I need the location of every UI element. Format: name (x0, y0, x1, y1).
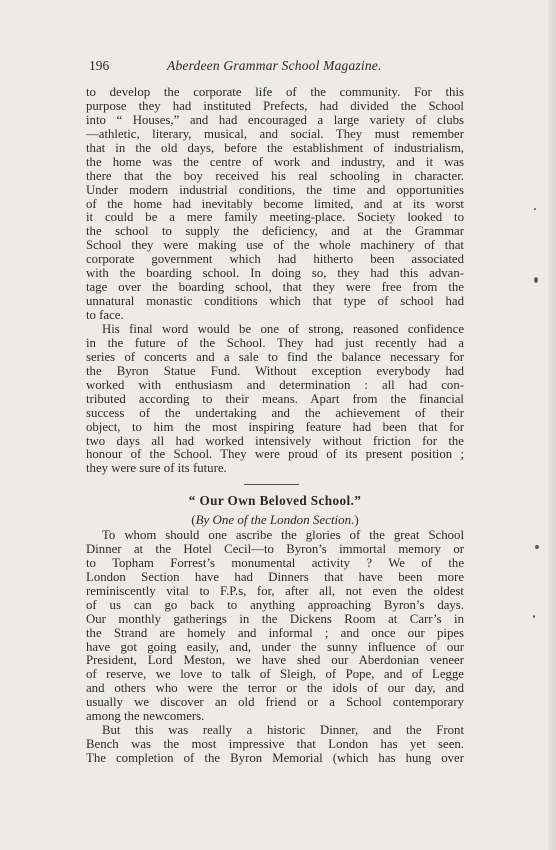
text-line: of the home had inevitably become limited, and at its worst (86, 196, 464, 211)
byline-close: ) (354, 512, 359, 527)
paragraph-historic-dinner (86, 724, 464, 766)
text-line: London Section have had Dinners that have been more (86, 569, 464, 584)
text-line: that in the old days, before the establishment of industrialism, (86, 140, 464, 155)
text-line: School they were making use of the whole machinery of that (86, 238, 464, 253)
text-line: object, to him the most inspiring feature had been that for (86, 419, 464, 434)
text-line: of us can go back to anything approaching Byron’s days. (86, 597, 464, 612)
text-line: the home was the centre of work and industry, and it was (86, 154, 464, 169)
text-line: series of concerts and a sale to find the balance necessary for (86, 349, 464, 364)
byline-open: ( (191, 512, 196, 527)
text-line: But this was really a historic Dinner, and the Front (102, 723, 464, 737)
text-line: Under modern industrial conditions, the time and opportunities (86, 182, 464, 197)
text-line: the Strand are homely and informal ; and once our pipes (86, 625, 464, 640)
text-line: worked with enthusiasm and determination : all had con- (86, 377, 464, 392)
text-line: His final word would be one of strong, reasoned confidence (102, 322, 464, 336)
margin-speck (535, 545, 539, 549)
text-line: purpose they had instituted Prefects, had divided the School (86, 98, 464, 113)
text-line: President, Lord Meston, we have shed our Aberdonian veneer (86, 653, 464, 668)
text-line: reminiscently vital to F.P.s, for, after all, not even the oldest (86, 583, 464, 598)
page-number: 196 (89, 58, 110, 73)
text-line: corporate government which had hitherto been associated (86, 252, 464, 267)
paragraph-final-word (86, 323, 464, 476)
byline-text: By One of the London Section. (195, 512, 355, 527)
running-title: Aberdeen Grammar School Magazine. (167, 58, 382, 73)
text-line: there that the boy received his real schooling in character. (86, 168, 464, 183)
text-line: and others who were the terror or the idols of our day, and (86, 681, 464, 696)
text-line: among the newcomers. (86, 709, 205, 724)
text-line: to Topham Forrest’s monumental activity ? We of the (86, 555, 464, 570)
text-line: in the future of the School. They had just recently had a (86, 335, 464, 350)
text-line: To whom should one ascribe the glories of the great School (102, 528, 464, 542)
text-line: —athletic, literary, musical, and social. They must remember (86, 126, 464, 141)
paragraph-school-dinner (86, 529, 464, 724)
margin-speck (533, 615, 535, 618)
text-line: have got going easily, and, under the sunny influence of our (86, 639, 464, 654)
text-line: tage over the boarding school, that they were free from the (86, 280, 464, 295)
margin-speck (534, 208, 536, 210)
section-divider (244, 484, 299, 485)
page-header (89, 58, 464, 76)
paragraph-continuation (86, 86, 464, 323)
text-line: of reserve, we love to talk of Sleigh, of Pope, and of Legge (86, 667, 464, 682)
text-line: Dinner at the Hotel Cecil—to Byron’s immortal memory or (86, 541, 464, 556)
text-line: to develop the corporate life of the community. For this (86, 85, 464, 99)
text-line: to face. (86, 308, 124, 322)
section-title: “ Our Own Beloved School.” (188, 493, 362, 508)
text-line: tributed according to their means. Apart from the financial (86, 391, 464, 406)
page-edge-shadow (548, 0, 556, 850)
text-line: the Byron Statue Fund. Without exception everybody had (86, 363, 464, 378)
text-line: Bench was the most impressive that London has yet seen. (86, 736, 464, 751)
text-line: honour of the School. They were proud of its present position ; (86, 447, 464, 462)
text-line: Our monthly gatherings in the Dickens Room at Carr’s in (86, 611, 464, 626)
text-line: The completion of the Byron Memorial (which has hung over (86, 750, 464, 765)
section-byline (86, 512, 464, 528)
text-line: they were sure of its future. (86, 461, 227, 476)
text-line: the school to supply the deficiency, and at the Grammar (86, 224, 464, 239)
text-line: it could be a mere family meeting-place. Society looked to (86, 210, 464, 225)
text-line: two days all had worked intensively without friction for the (86, 433, 464, 448)
text-line: into “ Houses,” and had encouraged a large variety of clubs (86, 112, 464, 127)
text-line: success of the undertaking and the achievement of their (86, 405, 464, 420)
text-line: usually we discover an old friend or a School contemporary (86, 695, 464, 710)
text-line: with the boarding school. In doing so, they had this advan- (86, 266, 464, 281)
margin-speck (534, 277, 538, 283)
text-line: unnatural monastic conditions which that type of school had (86, 294, 464, 309)
